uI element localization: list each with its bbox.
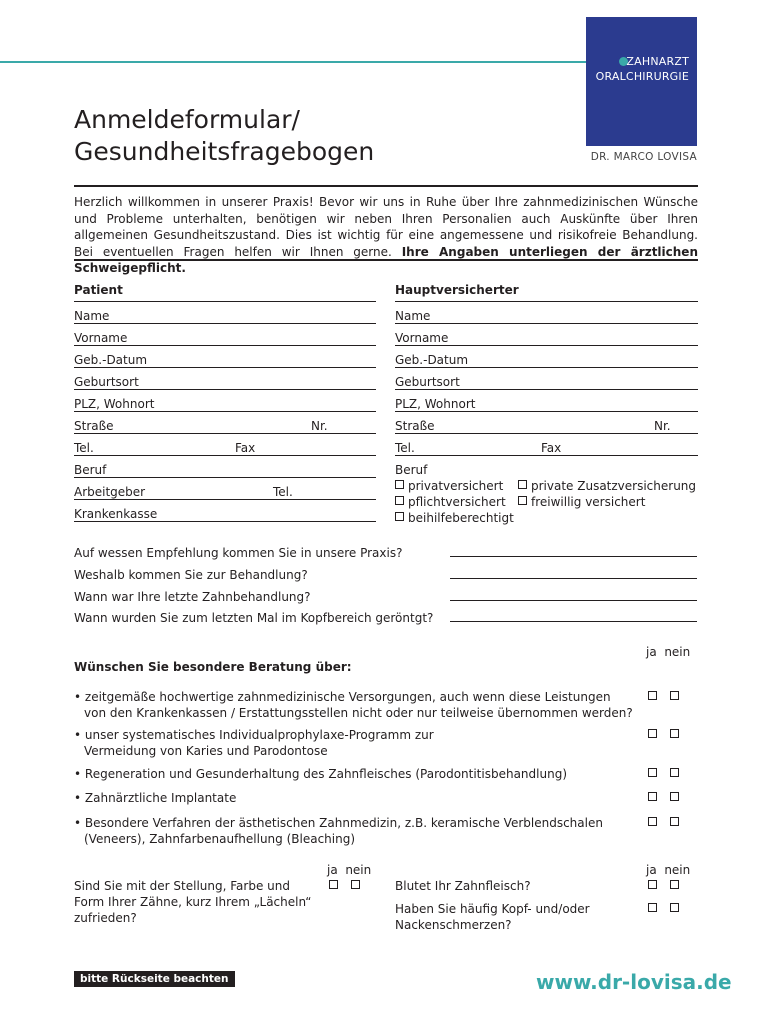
beratung-4-ja-nein xyxy=(648,791,688,805)
practice-logo xyxy=(586,17,697,146)
patient-krankenkasse-field[interactable]: Krankenkasse xyxy=(74,500,376,522)
versicherter-plz-field[interactable]: PLZ, Wohnort xyxy=(395,390,698,412)
ja-checkbox[interactable] xyxy=(648,880,657,889)
ja-checkbox[interactable] xyxy=(648,792,657,801)
ja-checkbox[interactable] xyxy=(329,880,338,889)
nein-checkbox[interactable] xyxy=(670,691,679,700)
patient-tel-field[interactable]: Tel. Fax xyxy=(74,434,376,456)
freiwillig-checkbox[interactable]: freiwillig versichert xyxy=(518,494,645,510)
checkbox-icon xyxy=(395,512,404,521)
checkbox-icon xyxy=(518,480,527,489)
zahnfleisch-ja-nein xyxy=(648,879,688,893)
kopfschmerzen-question: Haben Sie häufig Kopf- und/oder Nackenschmerzen? xyxy=(395,902,590,932)
intro-text: Herzlich willkommen in unserer Praxis! Bevor wir uns in Ruhe über Ihre zahnmedizinischen Wünsche und Probleme unterhalten, benötigen wir neben Ihren Personalien auch Auskünfte über Ihren allgemeinen Gesundheitszustand. Dies ist wichtig für eine angemessene und risikofreie Behandlung. Bei eventuellen Fragen helfen wir Ihnen gerne. Ihre Angaben unterliegen der ärztlichen Schweigepflicht. xyxy=(74,195,698,275)
laecheln-ja-nein xyxy=(329,879,369,893)
website-link[interactable]: www.dr-lovisa.de xyxy=(536,970,732,994)
patient-name-field[interactable]: Name xyxy=(74,302,376,324)
beratung-item-2: • unser systematisches Individualprophylaxe-Programm zur Vermeidung von Karies und Parodontose xyxy=(74,728,434,758)
nein-checkbox[interactable] xyxy=(670,903,679,912)
divider xyxy=(74,259,698,261)
divider xyxy=(74,185,698,187)
versicherter-tel-field[interactable]: Tel. Fax xyxy=(395,434,698,456)
patient-geburtsort-field[interactable]: Geburtsort xyxy=(74,368,376,390)
ja-checkbox[interactable] xyxy=(648,817,657,826)
zusatzversicherung-checkbox[interactable]: private Zusatzversicherung xyxy=(518,478,696,494)
patient-vorname-field[interactable]: Vorname xyxy=(74,324,376,346)
beratung-item-3: • Regeneration und Gesunderhaltung des Zahnfleisches (Parodontitisbehandlung) xyxy=(74,767,567,781)
patient-geb-field[interactable]: Geb.-Datum xyxy=(74,346,376,368)
beratung-heading: Wünschen Sie besondere Beratung über: xyxy=(74,660,352,674)
checkbox-icon xyxy=(395,496,404,505)
nein-checkbox[interactable] xyxy=(670,792,679,801)
question-roentgen: Wann wurden Sie zum letzten Mal im Kopfbereich geröntgt? xyxy=(74,611,434,625)
nein-checkbox[interactable] xyxy=(670,817,679,826)
back-notice: bitte Rückseite beachten xyxy=(74,971,235,987)
checkbox-icon xyxy=(518,496,527,505)
beratung-3-ja-nein xyxy=(648,767,688,781)
question-letzte-behandlung: Wann war Ihre letzte Zahnbehandlung? xyxy=(74,590,311,604)
question-behandlung: Weshalb kommen Sie zur Behandlung? xyxy=(74,568,308,582)
versicherter-geb-field[interactable]: Geb.-Datum xyxy=(395,346,698,368)
beihilfe-checkbox[interactable]: beihilfeberechtigt xyxy=(395,510,698,526)
question-empfehlung: Auf wessen Empfehlung kommen Sie in unsere Praxis? xyxy=(74,546,403,560)
versicherter-vorname-field[interactable]: Vorname xyxy=(395,324,698,346)
header-accent-line xyxy=(0,61,616,63)
checkbox-icon xyxy=(395,480,404,489)
ja-checkbox[interactable] xyxy=(648,729,657,738)
versicherter-geburtsort-field[interactable]: Geburtsort xyxy=(395,368,698,390)
ja-checkbox[interactable] xyxy=(648,691,657,700)
ja-checkbox[interactable] xyxy=(648,903,657,912)
versicherter-section xyxy=(395,280,698,526)
answer-line-letzte-behandlung[interactable] xyxy=(450,600,697,601)
zahnfleisch-question: Blutet Ihr Zahnfleisch? xyxy=(395,879,531,893)
beratung-5-ja-nein xyxy=(648,816,688,830)
ja-nein-header-right: ja nein xyxy=(646,863,691,877)
patient-arbeitgeber-field[interactable]: Arbeitgeber Tel. xyxy=(74,478,376,500)
beratung-1-ja-nein xyxy=(648,690,688,704)
patient-strasse-field[interactable]: Straße Nr. xyxy=(74,412,376,434)
nein-checkbox[interactable] xyxy=(670,880,679,889)
versicherter-name-field[interactable]: Name xyxy=(395,302,698,324)
versicherter-strasse-field[interactable]: Straße Nr. xyxy=(395,412,698,434)
pflichtversichert-checkbox[interactable]: pflichtversichert xyxy=(395,494,506,510)
ja-nein-header-left: ja nein xyxy=(327,863,372,877)
beratung-item-1: • zeitgemäße hochwertige zahnmedizinische Versorgungen, auch wenn diese Leistungen von den Krankenkassen / Erstattungsstellen nicht oder nur teilweise übernommen werden? xyxy=(74,690,633,720)
nein-checkbox[interactable] xyxy=(670,768,679,777)
beratung-2-ja-nein xyxy=(648,728,688,742)
kopfschmerzen-ja-nein xyxy=(648,902,688,916)
logo-line-1: ZAHNARZT xyxy=(626,55,689,68)
nein-checkbox[interactable] xyxy=(351,880,360,889)
page-title: Anmeldeformular/ Gesundheitsfragebogen xyxy=(74,105,375,166)
beratung-item-5: • Besondere Verfahren der ästhetischen Zahnmedizin, z.B. keramische Verblendschalen (Veneers), Zahnfarbenaufhellung (Bleaching) xyxy=(74,816,603,846)
doctor-name: DR. MARCO LOVISA xyxy=(590,151,697,163)
answer-line-roentgen[interactable] xyxy=(450,621,697,622)
patient-section xyxy=(74,280,376,522)
logo-line-2: ORALCHIRURGIE xyxy=(595,70,689,83)
laecheln-question: Sind Sie mit der Stellung, Farbe und Form Ihrer Zähne, kurz Ihrem „Lächeln“ zufrieden? xyxy=(74,879,312,925)
ja-nein-header: ja nein xyxy=(646,645,691,659)
versicherter-heading: Hauptversicherter xyxy=(395,280,698,302)
answer-line-empfehlung[interactable] xyxy=(450,556,697,557)
answer-line-behandlung[interactable] xyxy=(450,578,697,579)
ja-checkbox[interactable] xyxy=(648,768,657,777)
privatversichert-checkbox[interactable]: privatversichert xyxy=(395,478,503,494)
nein-checkbox[interactable] xyxy=(670,729,679,738)
patient-heading: Patient xyxy=(74,280,376,302)
patient-beruf-field[interactable]: Beruf xyxy=(74,456,376,478)
beratung-item-4: • Zahnärztliche Implantate xyxy=(74,791,237,805)
versicherter-beruf-field[interactable]: Beruf xyxy=(395,463,428,477)
patient-plz-field[interactable]: PLZ, Wohnort xyxy=(74,390,376,412)
